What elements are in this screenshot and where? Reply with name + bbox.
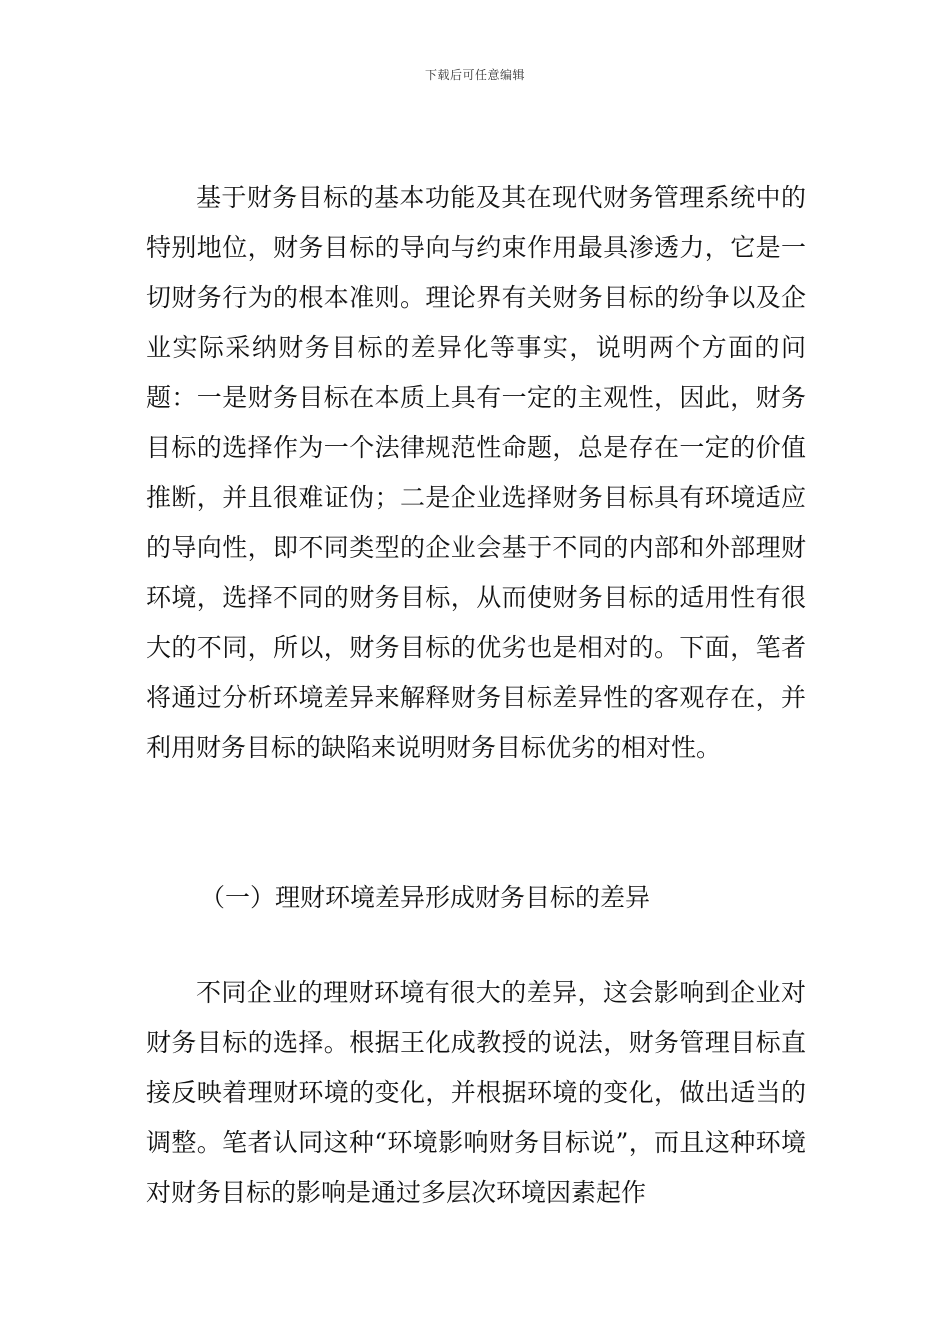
- body-paragraph-1: 基于财务目标的基本功能及其在现代财务管理系统中的特别地位，财务目标的导向与约束作用最具渗透力，它是一切财务行为的根本准则。理论界有关财务目标的纷争以及企业实际采纳财务目标的差异化等事实，说明两个方面的问题：一是财务目标在本质上具有一定的主观性，因此，财务目标的选择作为一个法律规范性命题，总是存在一定的价值推断，并且很难证伪；二是企业选择财务目标具有环境适应的导向性，即不同类型的企业会基于不同的内部和外部理财环境，选择不同的财务目标，从而使财务目标的适用性有很大的不同，所以，财务目标的优劣也是相对的。下面，笔者将通过分析环境差异来解释财务目标差异性的客观存在，并利用财务目标的缺陷来说明财务目标优劣的相对性。: [146, 183, 806, 762]
- header-note: 下载后可任意编辑: [424, 68, 525, 82]
- section-heading: （一）理财环境差异形成财务目标的差异: [200, 883, 651, 912]
- body-paragraph-2: 不同企业的理财环境有很大的差异，这会影响到企业对财务目标的选择。根据王化成教授的说法，财务管理目标直接反映着理财环境的变化，并根据环境的变化，做出适当的调整。笔者认同这种“环境影响财务目标说”，而且这种环境对财务目标的影响是通过多层次环境因素起作: [146, 978, 806, 1207]
